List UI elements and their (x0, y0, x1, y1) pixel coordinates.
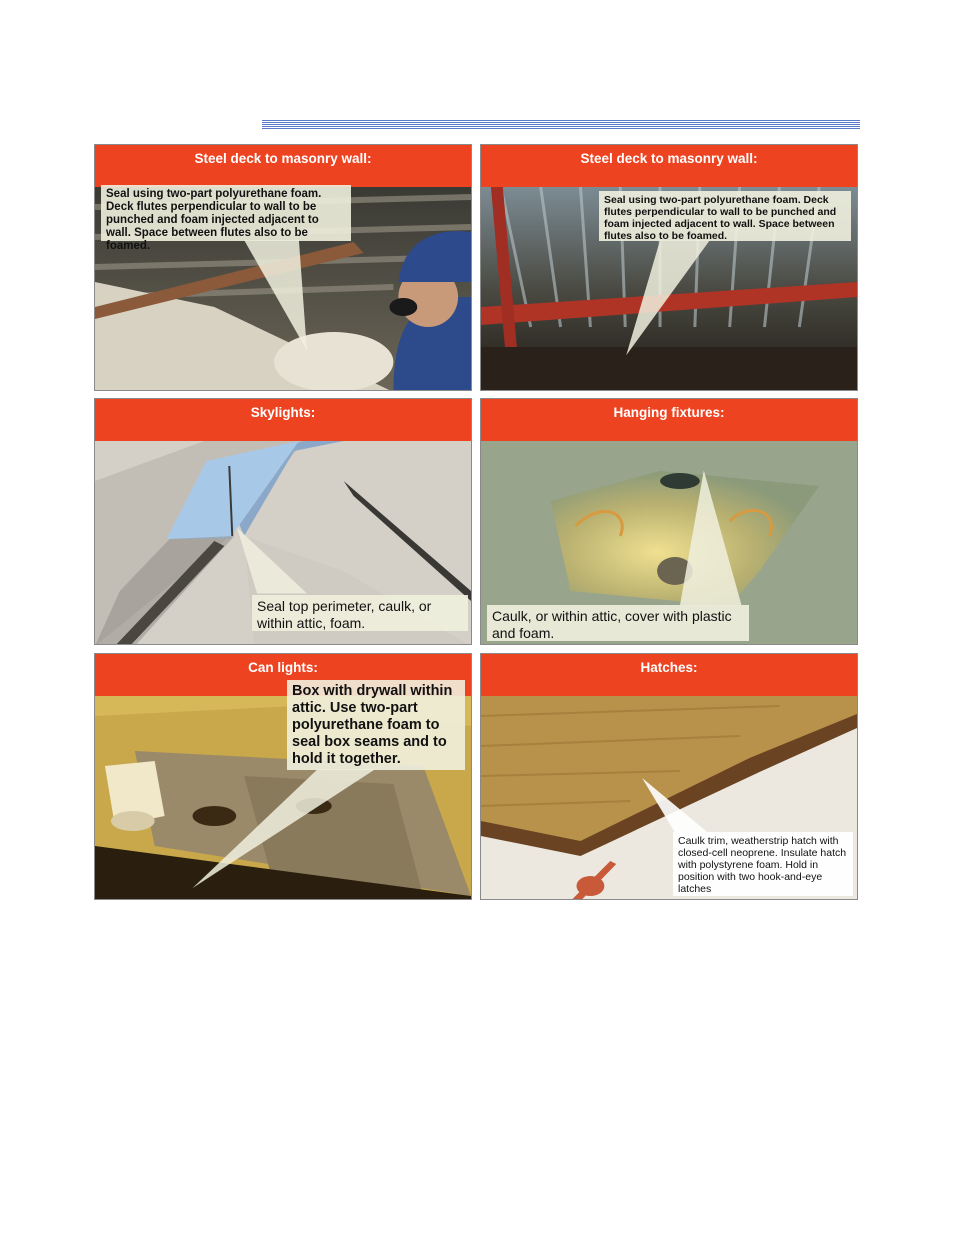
callout-note: Seal top perimeter, caulk, or within attic, foam. (252, 595, 468, 631)
callout-note: Seal using two-part polyurethane foam. Deck flutes perpendicular to wall to be punched and foam injected adjacent to wall. Space between flutes also to be foamed. (599, 191, 851, 241)
panel-title: Skylights: (95, 399, 471, 441)
panel-steel-deck-1 (94, 144, 472, 391)
callout-note: Box with drywall within attic. Use two-part polyurethane foam to seal box seams and to hold it together. (287, 680, 465, 770)
panel-title: Steel deck to masonry wall: (481, 145, 857, 187)
callout-note: Caulk trim, weatherstrip hatch with closed-cell neoprene. Insulate hatch with polystyrene foam. Hold in position with two hook-and-eye latches (673, 832, 853, 896)
header-rule (262, 120, 860, 129)
panel-hanging-fixtures (480, 398, 858, 645)
panel-skylights (94, 398, 472, 645)
panel-title: Can lights: (95, 654, 471, 696)
panel-title: Steel deck to masonry wall: (95, 145, 471, 187)
panel-title: Hanging fixtures: (481, 399, 857, 441)
callout-note: Caulk, or within attic, cover with plastic and foam. (487, 605, 749, 641)
panel-steel-deck-2 (480, 144, 858, 391)
callout-note: Seal using two-part polyurethane foam. Deck flutes perpendicular to wall to be punched and foam injected adjacent to wall. Space between flutes also to be foamed. (101, 185, 351, 241)
panel-hatches (480, 653, 858, 900)
panel-can-lights (94, 653, 472, 900)
panel-title: Hatches: (481, 654, 857, 696)
